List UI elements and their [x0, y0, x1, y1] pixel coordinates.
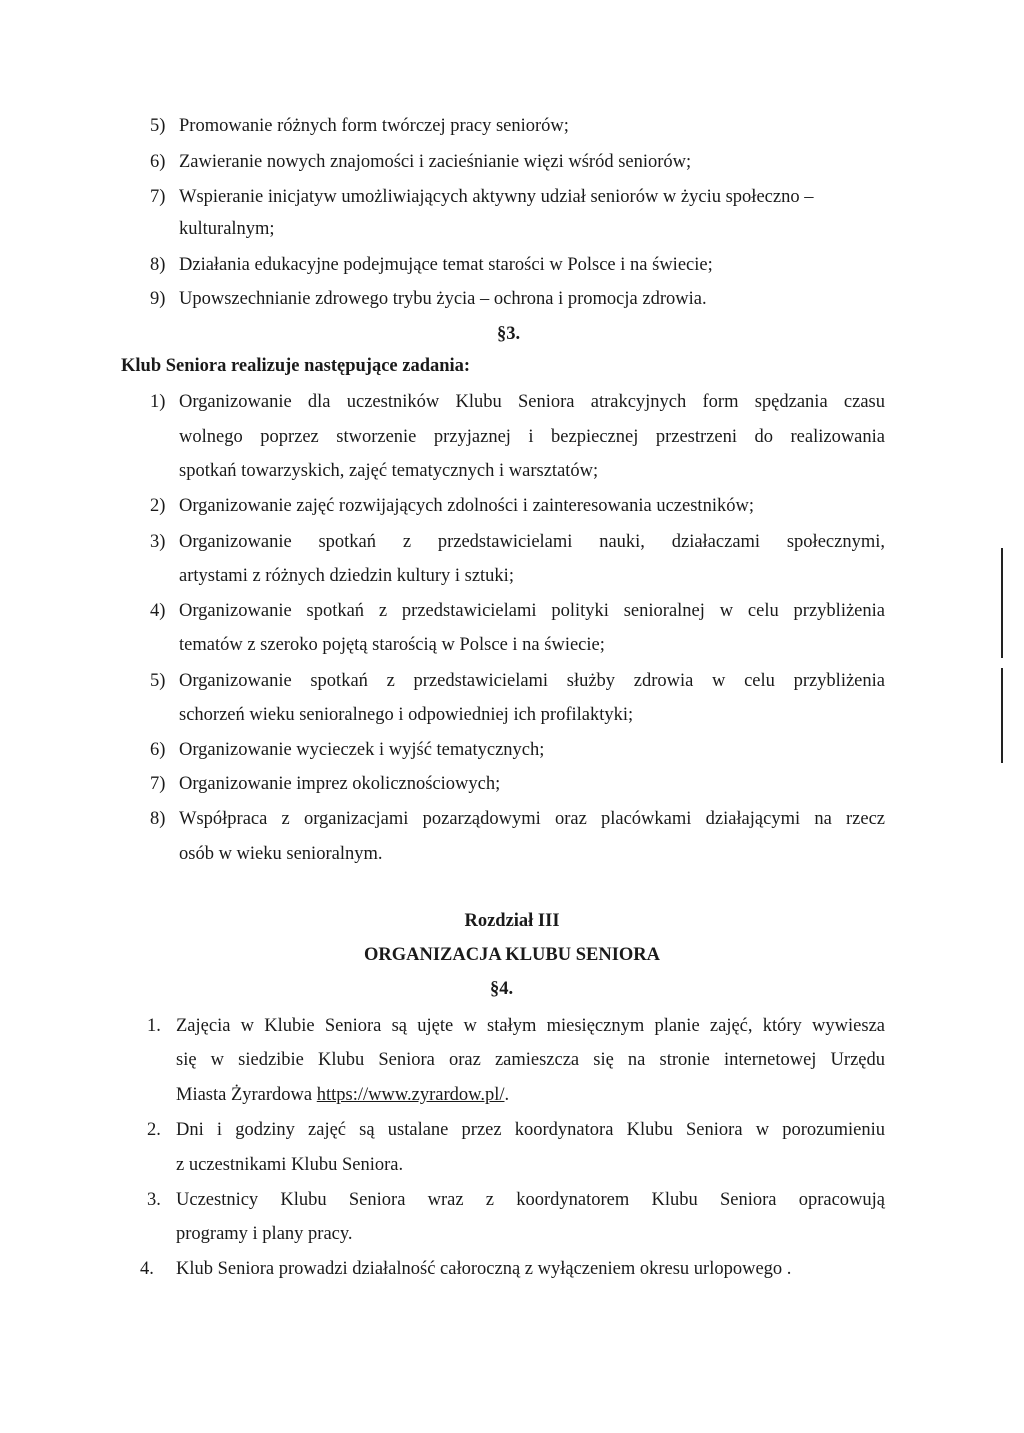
list-number: 2.: [147, 1120, 161, 1140]
list-item-text: Organizowanie imprez okolicznościowych;: [179, 774, 501, 794]
list-number: 3.: [147, 1190, 161, 1210]
list-number: 9): [150, 289, 166, 309]
list-number: 5): [150, 116, 166, 136]
list-item-text: z uczestnikami Klubu Seniora.: [176, 1155, 404, 1175]
list-item-text: Organizowanie zajęć rozwijających zdolności i zainteresowania uczestników;: [179, 496, 754, 516]
list-number: 2): [150, 496, 166, 516]
list-item-text: artystami z różnych dziedzin kultury i sztuki;: [179, 566, 514, 586]
section-heading: §3.: [497, 324, 521, 344]
list-item-text: Upowszechnianie zdrowego trybu życia – ochrona i promocja zdrowia.: [179, 289, 707, 309]
scan-edge-mark: [1001, 668, 1003, 763]
list-item-text: programy i plany pracy.: [176, 1224, 353, 1244]
list-item-text: Uczestnicy Klubu Seniora wraz z koordynatorem Klubu Seniora opracowują: [176, 1190, 885, 1210]
list-item-text: [176, 1084, 509, 1106]
list-item-text-part: Miasta Żyrardowa: [176, 1085, 313, 1105]
list-number: 5): [150, 671, 166, 691]
list-item-text: Zajęcia w Klubie Seniora są ujęte w stałym miesięcznym planie zajęć, który wywiesza: [176, 1016, 885, 1036]
chapter-subtitle: ORGANIZACJA KLUBU SENIORA: [363, 945, 661, 965]
list-item-text: spotkań towarzyskich, zajęć tematycznych i warsztatów;: [179, 461, 599, 481]
list-item-text: osób w wieku senioralnym.: [179, 844, 383, 864]
list-item-text: Promowanie różnych form twórczej pracy seniorów;: [179, 116, 569, 136]
list-item-text: się w siedzibie Klubu Seniora oraz zamieszcza się na stronie internetowej Urzędu: [176, 1050, 885, 1070]
list-item-text: Organizowanie wycieczek i wyjść tematycznych;: [179, 740, 545, 760]
list-item-text: wolnego poprzez stworzenie przyjaznej i bezpiecznej przestrzeni do realizowania: [179, 427, 885, 447]
list-item-text: Wspieranie inicjatyw umożliwiających aktywny udział seniorów w życiu społeczno –: [179, 187, 814, 207]
list-item-text: Organizowanie spotkań z przedstawicielami nauki, działaczami społecznymi,: [179, 532, 885, 552]
list-item-text: Dni i godziny zajęć są ustalane przez koordynatora Klubu Seniora w porozumieniu: [176, 1120, 885, 1140]
list-item-continuation: kulturalnym;: [179, 219, 275, 239]
website-link[interactable]: https://www.zyrardow.pl/: [316, 1085, 505, 1105]
list-number: 8): [150, 255, 166, 275]
list-number: 8): [150, 809, 166, 829]
list-item-text: Organizowanie dla uczestników Klubu Seniora atrakcyjnych form spędzania czasu: [179, 392, 885, 412]
list-item-text: Organizowanie spotkań z przedstawicielami polityki senioralnej w celu przybliżenia: [179, 601, 885, 621]
list-item-text: Działania edukacyjne podejmujące temat starości w Polsce i na świecie;: [179, 255, 713, 275]
list-item-text: Organizowanie spotkań z przedstawicielami służby zdrowia w celu przybliżenia: [179, 671, 885, 691]
list-item-text: Współpraca z organizacjami pozarządowymi oraz placówkami działającymi na rzecz: [179, 809, 885, 829]
link-suffix: .: [504, 1085, 510, 1105]
list-item-text: Klub Seniora prowadzi działalność całoroczną z wyłączeniem okresu urlopowego .: [176, 1259, 792, 1279]
list-number: 4.: [140, 1259, 154, 1279]
list-number: 1.: [147, 1016, 161, 1036]
scan-edge-mark: [1001, 548, 1003, 658]
chapter-title: Rozdział III: [464, 911, 560, 931]
list-number: 4): [150, 601, 166, 621]
list-number: 6): [150, 740, 166, 760]
list-number: 3): [150, 532, 166, 552]
list-number: 6): [150, 152, 166, 172]
list-item-text: tematów z szeroko pojętą starością w Polsce i na świecie;: [179, 635, 605, 655]
section-heading: §4.: [490, 979, 514, 999]
list-item-text: Zawieranie nowych znajomości i zacieśnianie więzi wśród seniorów;: [179, 152, 692, 172]
list-number: 7): [150, 187, 166, 207]
list-number: 1): [150, 392, 166, 412]
list-item-text: schorzeń wieku senioralnego i odpowiedniej ich profilaktyki;: [179, 705, 634, 725]
list-number: 7): [150, 774, 166, 794]
section-intro: Klub Seniora realizuje następujące zadania:: [121, 356, 471, 376]
